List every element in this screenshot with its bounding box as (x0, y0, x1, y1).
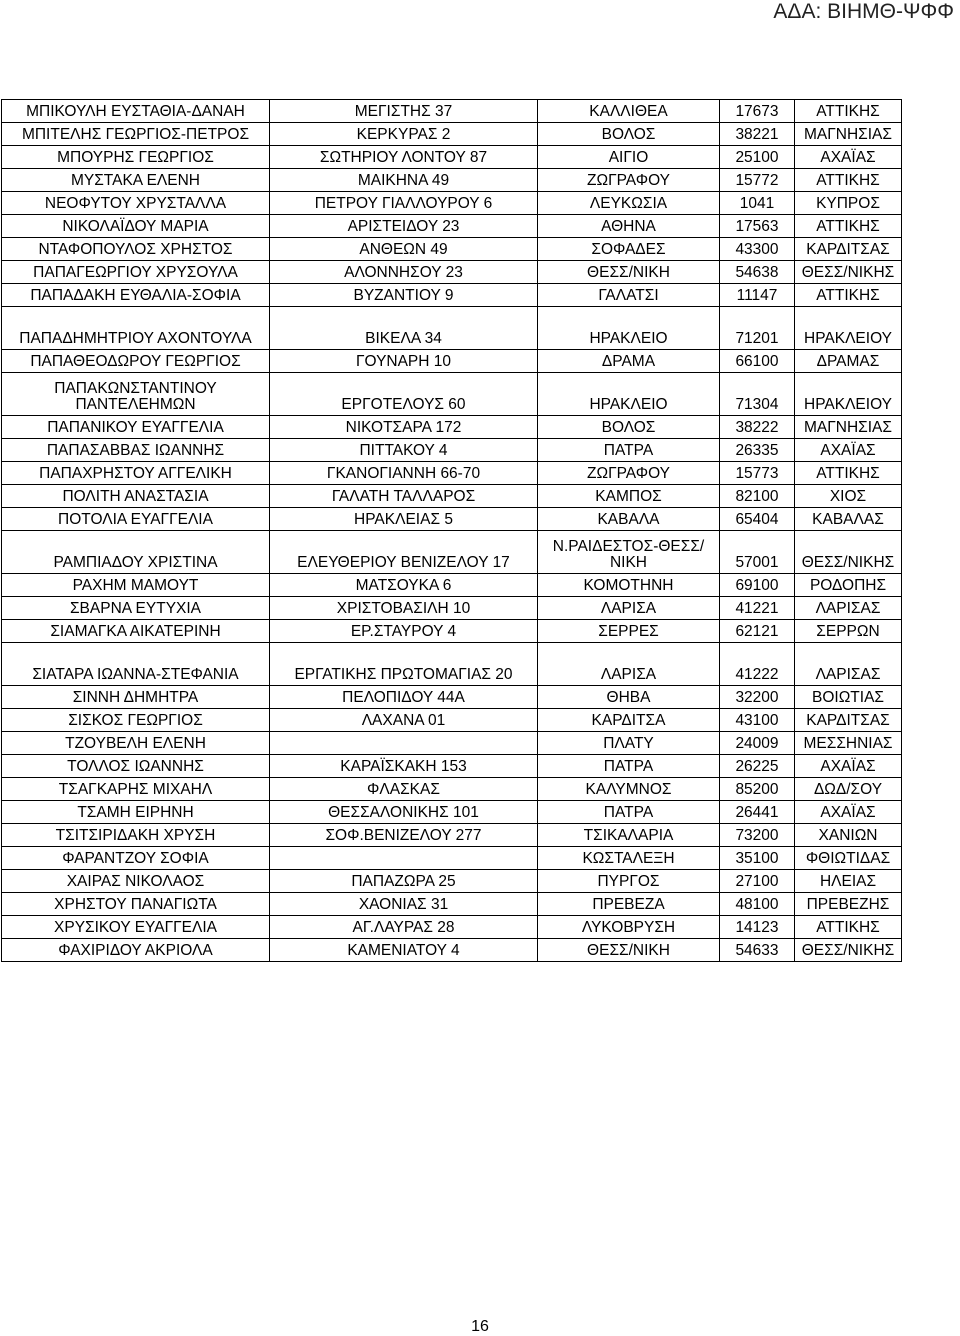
person-name-cell: ΠΑΠΑΝΙΚΟΥ ΕΥΑΓΓΕΛΙΑ (2, 416, 270, 439)
prefecture-cell: ΗΡΑΚΛΕΙΟΥ (795, 307, 902, 350)
postal-code-cell: 48100 (720, 893, 795, 916)
street-address-cell: ΕΡΓΑΤΙΚΗΣ ΠΡΩΤΟΜΑΓΙΑΣ 20 (270, 643, 538, 686)
prefecture-cell: ΧΑΝΙΩΝ (795, 824, 902, 847)
table-row (2, 531, 902, 574)
prefecture-cell: ΑΧΑΪΑΣ (795, 755, 902, 778)
table-row (2, 169, 902, 192)
person-name-cell: ΠΑΠΑΧΡΗΣΤΟΥ ΑΓΓΕΛΙΚΗ (2, 462, 270, 485)
city-cell: ΚΩΣΤΑΛΕΞΗ (538, 847, 720, 870)
city-cell: ΔΡΑΜΑ (538, 350, 720, 373)
street-address-cell: ΑΛΟΝΝΗΣΟΥ 23 (270, 261, 538, 284)
prefecture-cell: ΑΤΤΙΚΗΣ (795, 169, 902, 192)
person-name-cell: ΠΑΠΑΓΕΩΡΓΙΟΥ ΧΡΥΣΟΥΛΑ (2, 261, 270, 284)
prefecture-cell: ΑΤΤΙΚΗΣ (795, 916, 902, 939)
address-table (1, 99, 902, 962)
city-cell: ΘΗΒΑ (538, 686, 720, 709)
prefecture-cell: ΣΕΡΡΩΝ (795, 620, 902, 643)
postal-code-cell: 14123 (720, 916, 795, 939)
street-address-cell (270, 847, 538, 870)
city-cell: ΗΡΑΚΛΕΙΟ (538, 373, 720, 416)
postal-code-cell: 57001 (720, 531, 795, 574)
postal-code-cell: 17673 (720, 100, 795, 123)
postal-code-cell: 24009 (720, 732, 795, 755)
postal-code-cell: 73200 (720, 824, 795, 847)
postal-code-cell: 32200 (720, 686, 795, 709)
street-address-cell: ΑΓ.ΛΑΥΡΑΣ 28 (270, 916, 538, 939)
city-cell: ΠΑΤΡΑ (538, 755, 720, 778)
prefecture-cell: ΑΤΤΙΚΗΣ (795, 100, 902, 123)
prefecture-cell: ΗΡΑΚΛΕΙΟΥ (795, 373, 902, 416)
prefecture-cell: ΔΡΑΜΑΣ (795, 350, 902, 373)
table-row (2, 215, 902, 238)
table-row (2, 284, 902, 307)
postal-code-cell: 85200 (720, 778, 795, 801)
table-row (2, 755, 902, 778)
city-cell: ΚΟΜΟΤΗΝΗ (538, 574, 720, 597)
prefecture-cell: ΧΙΟΣ (795, 485, 902, 508)
prefecture-cell: ΛΑΡΙΣΑΣ (795, 597, 902, 620)
table-row (2, 416, 902, 439)
city-cell: ΛΑΡΙΣΑ (538, 643, 720, 686)
postal-code-cell: 54633 (720, 939, 795, 962)
table-row (2, 261, 902, 284)
person-name-cell: ΣΙΝΝΗ ΔΗΜΗΤΡΑ (2, 686, 270, 709)
person-name-cell: ΤΟΛΛΟΣ ΙΩΑΝΝΗΣ (2, 755, 270, 778)
address-table-body (2, 100, 902, 962)
postal-code-cell: 1041 (720, 192, 795, 215)
person-name-cell: ΡΑΧΗΜ ΜΑΜΟΥΤ (2, 574, 270, 597)
table-row (2, 350, 902, 373)
postal-code-cell: 38222 (720, 416, 795, 439)
city-cell: ΒΟΛΟΣ (538, 416, 720, 439)
city-cell: ΛΑΡΙΣΑ (538, 597, 720, 620)
prefecture-cell: ΡΟΔΟΠΗΣ (795, 574, 902, 597)
postal-code-cell: 17563 (720, 215, 795, 238)
postal-code-cell: 26225 (720, 755, 795, 778)
table-row (2, 801, 902, 824)
table-row (2, 597, 902, 620)
prefecture-cell: ΘΕΣΣ/ΝΙΚΗΣ (795, 939, 902, 962)
postal-code-cell: 15772 (720, 169, 795, 192)
person-name-cell: ΠΑΠΑΣΑΒΒΑΣ ΙΩΑΝΝΗΣ (2, 439, 270, 462)
postal-code-cell: 66100 (720, 350, 795, 373)
city-cell: ΤΣΙΚΑΛΑΡΙΑ (538, 824, 720, 847)
table-row (2, 146, 902, 169)
city-cell: ΠΡΕΒΕΖΑ (538, 893, 720, 916)
person-name-cell: ΝΕΟΦΥΤΟΥ ΧΡΥΣΤΑΛΛΑ (2, 192, 270, 215)
person-name-cell: ΝΤΑΦΟΠΟΥΛΟΣ ΧΡΗΣΤΟΣ (2, 238, 270, 261)
prefecture-cell: ΚΑΡΔΙΤΣΑΣ (795, 709, 902, 732)
city-cell: ΚΑΒΑΛΑ (538, 508, 720, 531)
person-name-cell: ΣΒΑΡΝΑ ΕΥΤΥΧΙΑ (2, 597, 270, 620)
postal-code-cell: 38221 (720, 123, 795, 146)
person-name-cell: ΜΥΣΤΑΚΑ ΕΛΕΝΗ (2, 169, 270, 192)
prefecture-cell: ΠΡΕΒΕΖΗΣ (795, 893, 902, 916)
postal-code-cell: 35100 (720, 847, 795, 870)
postal-code-cell: 62121 (720, 620, 795, 643)
table-row (2, 893, 902, 916)
person-name-cell: ΦΑΡΑΝΤΖΟΥ ΣΟΦΙΑ (2, 847, 270, 870)
table-row (2, 238, 902, 261)
street-address-cell: ΝΙΚΟΤΣΑΡΑ 172 (270, 416, 538, 439)
street-address-cell: ΠΕΛΟΠΙΔΟΥ 44Α (270, 686, 538, 709)
street-address-cell: ΛΑΧΑΝΑ 01 (270, 709, 538, 732)
street-address-cell: ΒΙΚΕΛΑ 34 (270, 307, 538, 350)
street-address-cell: ΠΕΤΡΟΥ ΓΙΑΛΛΟΥΡΟΥ 6 (270, 192, 538, 215)
city-cell: ΣΟΦΑΔΕΣ (538, 238, 720, 261)
street-address-cell: ΜΕΓΙΣΤΗΣ 37 (270, 100, 538, 123)
city-cell: ΣΕΡΡΕΣ (538, 620, 720, 643)
prefecture-cell: ΦΘΙΩΤΙΔΑΣ (795, 847, 902, 870)
city-cell: ΚΑΜΠΟΣ (538, 485, 720, 508)
prefecture-cell: ΛΑΡΙΣΑΣ (795, 643, 902, 686)
city-cell: ΑΘΗΝΑ (538, 215, 720, 238)
person-name-cell: ΤΣΑΜΗ ΕΙΡΗΝΗ (2, 801, 270, 824)
street-address-cell: ΓΟΥΝΑΡΗ 10 (270, 350, 538, 373)
postal-code-cell: 65404 (720, 508, 795, 531)
person-name-cell: ΠΑΠΑΚΩΝΣΤΑΝΤΙΝΟΥ ΠΑΝΤΕΛΕΗΜΩΝ (2, 373, 270, 416)
person-name-cell: ΧΡΥΣΙΚΟΥ ΕΥΑΓΓΕΛΙΑ (2, 916, 270, 939)
table-row (2, 686, 902, 709)
prefecture-cell: ΜΑΓΝΗΣΙΑΣ (795, 416, 902, 439)
city-cell: ΚΑΛΛΙΘΕΑ (538, 100, 720, 123)
postal-code-cell: 15773 (720, 462, 795, 485)
person-name-cell: ΤΖΟΥΒΕΛΗ ΕΛΕΝΗ (2, 732, 270, 755)
city-cell: ΗΡΑΚΛΕΙΟ (538, 307, 720, 350)
person-name-cell: ΤΣΑΓΚΑΡΗΣ ΜΙΧΑΗΛ (2, 778, 270, 801)
city-cell: ΛΕΥΚΩΣΙΑ (538, 192, 720, 215)
table-row (2, 824, 902, 847)
person-name-cell: ΦΑΧΙΡΙΔΟΥ ΑΚΡΙΟΛΑ (2, 939, 270, 962)
street-address-cell: ΜΑΙΚΗΝΑ 49 (270, 169, 538, 192)
prefecture-cell: ΗΛΕΙΑΣ (795, 870, 902, 893)
street-address-cell: ΠΑΠΑΖΩΡΑ 25 (270, 870, 538, 893)
person-name-cell: ΣΙΑΤΑΡΑ ΙΩΑΝΝΑ-ΣΤΕΦΑΝΙΑ (2, 643, 270, 686)
city-cell: ΛΥΚΟΒΡΥΣΗ (538, 916, 720, 939)
table-row (2, 508, 902, 531)
postal-code-cell: 82100 (720, 485, 795, 508)
table-row (2, 709, 902, 732)
postal-code-cell: 26335 (720, 439, 795, 462)
person-name-cell: ΤΣΙΤΣΙΡΙΔΑΚΗ ΧΡΥΣΗ (2, 824, 270, 847)
city-cell: ΠΑΤΡΑ (538, 439, 720, 462)
person-name-cell: ΣΙΣΚΟΣ ΓΕΩΡΓΙΟΣ (2, 709, 270, 732)
person-name-cell: ΠΑΠΑΘΕΟΔΩΡΟΥ ΓΕΩΡΓΙΟΣ (2, 350, 270, 373)
prefecture-cell: ΑΧΑΪΑΣ (795, 146, 902, 169)
street-address-cell: ΑΡΙΣΤΕΙΔΟΥ 23 (270, 215, 538, 238)
street-address-cell: ΕΡΓΟΤΕΛΟΥΣ 60 (270, 373, 538, 416)
prefecture-cell: ΑΤΤΙΚΗΣ (795, 462, 902, 485)
table-row (2, 916, 902, 939)
person-name-cell: ΝΙΚΟΛΑΪΔΟΥ ΜΑΡΙΑ (2, 215, 270, 238)
person-name-cell: ΣΙΑΜΑΓΚΑ ΑΙΚΑΤΕΡΙΝΗ (2, 620, 270, 643)
table-row (2, 462, 902, 485)
city-cell: ΓΑΛΑΤΣΙ (538, 284, 720, 307)
city-cell: ΠΛΑΤΥ (538, 732, 720, 755)
table-row (2, 307, 902, 350)
person-name-cell: ΜΠΙΚΟΥΛΗ ΕΥΣΤΑΘΙΑ-ΔΑΝΑΗ (2, 100, 270, 123)
person-name-cell: ΠΑΠΑΔΑΚΗ ΕΥΘΑΛΙΑ-ΣΟΦΙΑ (2, 284, 270, 307)
person-name-cell: ΡΑΜΠΙΑΔΟΥ ΧΡΙΣΤΙΝΑ (2, 531, 270, 574)
prefecture-cell: ΚΑΒΑΛΑΣ (795, 508, 902, 531)
street-address-cell: ΘΕΣΣΑΛΟΝΙΚΗΣ 101 (270, 801, 538, 824)
street-address-cell: ΒΥΖΑΝΤΙΟΥ 9 (270, 284, 538, 307)
postal-code-cell: 54638 (720, 261, 795, 284)
street-address-cell: ΧΑΟΝΙΑΣ 31 (270, 893, 538, 916)
table-row (2, 123, 902, 146)
street-address-cell: ΑΝΘΕΩΝ 49 (270, 238, 538, 261)
table-row (2, 847, 902, 870)
person-name-cell: ΜΠΟΥΡΗΣ ΓΕΩΡΓΙΟΣ (2, 146, 270, 169)
city-cell: ΒΟΛΟΣ (538, 123, 720, 146)
street-address-cell: ΓΚΑΝΟΓΙΑΝΝΗ 66-70 (270, 462, 538, 485)
postal-code-cell: 69100 (720, 574, 795, 597)
city-cell: ΠΑΤΡΑ (538, 801, 720, 824)
postal-code-cell: 71201 (720, 307, 795, 350)
prefecture-cell: ΑΧΑΪΑΣ (795, 801, 902, 824)
street-address-cell: ΧΡΙΣΤΟΒΑΣΙΛΗ 10 (270, 597, 538, 620)
table-row (2, 192, 902, 215)
person-name-cell: ΠΑΠΑΔΗΜΗΤΡΙΟΥ ΑΧΟΝΤΟΥΛΑ (2, 307, 270, 350)
postal-code-cell: 41222 (720, 643, 795, 686)
street-address-cell: ΦΛΑΣΚΑΣ (270, 778, 538, 801)
street-address-cell: ΚΑΜΕΝΙΑΤΟΥ 4 (270, 939, 538, 962)
person-name-cell: ΜΠΙΤΕΛΗΣ ΓΕΩΡΓΙΟΣ-ΠΕΤΡΟΣ (2, 123, 270, 146)
city-cell: ΘΕΣΣ/ΝΙΚΗ (538, 939, 720, 962)
document-code: ΑΔΑ: ΒΙΗΜΘ-ΨΦΦ (773, 0, 954, 23)
prefecture-cell: ΜΕΣΣΗΝΙΑΣ (795, 732, 902, 755)
table-row (2, 778, 902, 801)
street-address-cell: ΣΩΤΗΡΙΟΥ ΛΟΝΤΟΥ 87 (270, 146, 538, 169)
street-address-cell: ΗΡΑΚΛΕΙΑΣ 5 (270, 508, 538, 531)
postal-code-cell: 43100 (720, 709, 795, 732)
prefecture-cell: ΑΤΤΙΚΗΣ (795, 284, 902, 307)
postal-code-cell: 27100 (720, 870, 795, 893)
postal-code-cell: 41221 (720, 597, 795, 620)
city-cell: ΚΑΡΔΙΤΣΑ (538, 709, 720, 732)
prefecture-cell: ΔΩΔ/ΣΟΥ (795, 778, 902, 801)
prefecture-cell: ΑΤΤΙΚΗΣ (795, 215, 902, 238)
table-row (2, 620, 902, 643)
city-cell: ΘΕΣΣ/ΝΙΚΗ (538, 261, 720, 284)
table-row (2, 485, 902, 508)
city-cell: ΚΑΛΥΜΝΟΣ (538, 778, 720, 801)
street-address-cell: ΚΑΡΑΪΣΚΑΚΗ 153 (270, 755, 538, 778)
postal-code-cell: 43300 (720, 238, 795, 261)
street-address-cell: ΜΑΤΣΟΥΚΑ 6 (270, 574, 538, 597)
prefecture-cell: ΜΑΓΝΗΣΙΑΣ (795, 123, 902, 146)
table-row (2, 574, 902, 597)
prefecture-cell: ΑΧΑΪΑΣ (795, 439, 902, 462)
postal-code-cell: 25100 (720, 146, 795, 169)
table-row (2, 643, 902, 686)
street-address-cell: ΚΕΡΚΥΡΑΣ 2 (270, 123, 538, 146)
street-address-cell (270, 732, 538, 755)
city-cell: ΖΩΓΡΑΦΟΥ (538, 169, 720, 192)
postal-code-cell: 71304 (720, 373, 795, 416)
table-row (2, 439, 902, 462)
table-row (2, 373, 902, 416)
street-address-cell: ΓΑΛΑΤΗ ΤΑΛΛΑΡΟΣ (270, 485, 538, 508)
table-row (2, 939, 902, 962)
city-cell: ΖΩΓΡΑΦΟΥ (538, 462, 720, 485)
prefecture-cell: ΒΟΙΩΤΙΑΣ (795, 686, 902, 709)
street-address-cell: ΕΛΕΥΘΕΡΙΟΥ ΒΕΝΙΖΕΛΟΥ 17 (270, 531, 538, 574)
page-number: 16 (471, 1318, 489, 1335)
prefecture-cell: ΚΥΠΡΟΣ (795, 192, 902, 215)
street-address-cell: ΣΟΦ.ΒΕΝΙΖΕΛΟΥ 277 (270, 824, 538, 847)
prefecture-cell: ΚΑΡΔΙΤΣΑΣ (795, 238, 902, 261)
city-cell: ΠΥΡΓΟΣ (538, 870, 720, 893)
street-address-cell: ΕΡ.ΣΤΑΥΡΟΥ 4 (270, 620, 538, 643)
person-name-cell: ΠΟΤΟΛΙΑ ΕΥΑΓΓΕΛΙΑ (2, 508, 270, 531)
table-row (2, 870, 902, 893)
table-row (2, 732, 902, 755)
person-name-cell: ΠΟΛΙΤΗ ΑΝΑΣΤΑΣΙΑ (2, 485, 270, 508)
prefecture-cell: ΘΕΣΣ/ΝΙΚΗΣ (795, 531, 902, 574)
city-cell: Ν.ΡΑΙΔΕΣΤΟΣ-ΘΕΣΣ/ΝΙΚΗ (538, 531, 720, 574)
person-name-cell: ΧΑΙΡΑΣ ΝΙΚΟΛΑΟΣ (2, 870, 270, 893)
table-row (2, 100, 902, 123)
prefecture-cell: ΘΕΣΣ/ΝΙΚΗΣ (795, 261, 902, 284)
street-address-cell: ΠΙΤΤΑΚΟΥ 4 (270, 439, 538, 462)
city-cell: ΑΙΓΙΟ (538, 146, 720, 169)
postal-code-cell: 26441 (720, 801, 795, 824)
postal-code-cell: 11147 (720, 284, 795, 307)
person-name-cell: ΧΡΗΣΤΟΥ ΠΑΝΑΓΙΩΤΑ (2, 893, 270, 916)
